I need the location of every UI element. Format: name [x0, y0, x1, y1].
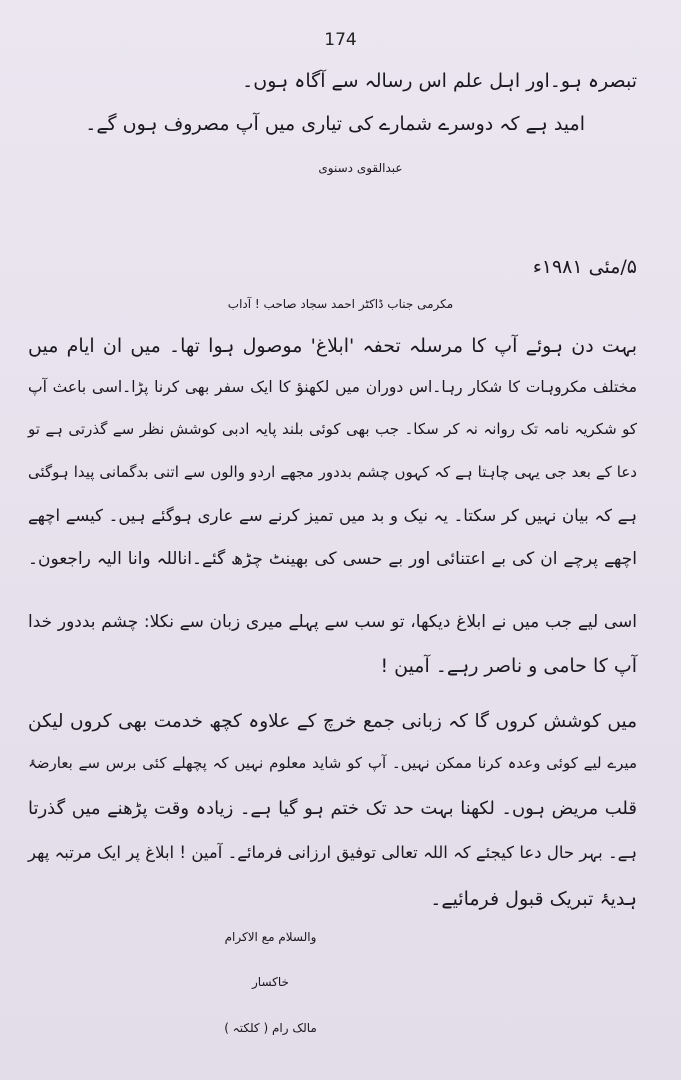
letter1-line-2: امید ہے کہ دوسرے شمارے کی تیاری میں آپ مصروف ہوں گے۔	[85, 113, 585, 135]
body-line-11: قلب مریض ہوں۔ لکھنا بہت حد تک ختم ہو گیا ہے۔ زیادہ وقت پڑھنے میں گذرتا	[28, 798, 637, 819]
body-line-10: میرے لیے کوئی وعدہ کرنا ممکن نہیں۔ آپ کو شاید معلوم نہیں کہ پچھلے کئی برس سے بعارضۂ	[28, 754, 637, 772]
letter-humble-sign: خاکسار	[252, 975, 289, 989]
letter1-signature: عبدالقوی دسنوی	[318, 161, 403, 175]
body-line-3: کو شکریہ نامہ تک روانہ نہ کر سکا۔ جب بھی کوئی بلند پایہ ادبی کوشش نظر سے گذرتی ہے تو	[28, 420, 637, 438]
body-line-2: مختلف مکروہات کا شکار رہا۔اس دوران میں لکھنؤ کا ایک سفر بھی کرنا پڑا۔اسی باعث آپ	[28, 378, 637, 396]
body-line-7: اسی لیے جب میں نے ابلاغ دیکھا، تو سب سے پہلے میری زبان سے نکلا: چشم بددور خدا	[28, 612, 637, 632]
letter-signature: مالک رام ( کلکتہ )	[224, 1021, 317, 1035]
letter-date: ۵/مئی ۱۹۸۱ء	[532, 256, 637, 278]
body-line-8: آپ کا حامی و ناصر رہے۔ آمین !	[380, 655, 637, 677]
body-line-9: میں کوشش کروں گا کہ زبانی جمع خرچ کے علاوہ کچھ خدمت بھی کروں لیکن	[28, 711, 637, 732]
page-number: 174	[324, 30, 357, 50]
body-line-6: اچھے پرچے ان کی بے اعتنائی اور بے حسی کی بھینٹ چڑھ گئے۔اناللہ وانا الیہ راجعون۔	[28, 549, 637, 569]
body-line-13: ہدیۂ تبریک قبول فرمائیے۔	[430, 888, 637, 910]
body-line-1: بہت دن ہوئے آپ کا مرسلہ تحفہ 'ابلاغ' موصول ہوا تھا۔ میں ان ایام میں	[28, 335, 637, 357]
body-line-12: ہے۔ بہر حال دعا کیجئے کہ اللہ تعالی توفیق ارزانی فرمائے۔ آمین ! ابلاغ پر ایک مرتبہ پھر	[28, 843, 637, 862]
body-line-5: ہے کہ بیان نہیں کر سکتا۔ یہ نیک و بد میں تمیز کرنے سے عاری ہوگئے ہیں۔ کیسے اچھے	[28, 506, 637, 525]
letter-salutation: مکرمی جناب ڈاکٹر احمد سجاد صاحب ! آداب	[227, 297, 454, 311]
letter1-line-1: تبصرہ ہو۔اور اہل علم اس رسالہ سے آگاہ ہوں۔	[242, 70, 637, 92]
body-line-4: دعا کے بعد جی یہی چاہتا ہے کہ کہوں چشم بددور مجھے اردو والوں سے اتنی بدگمانی پیدا ہوگئی	[28, 463, 637, 481]
letter-closing: والسلام مع الاکرام	[224, 930, 317, 944]
